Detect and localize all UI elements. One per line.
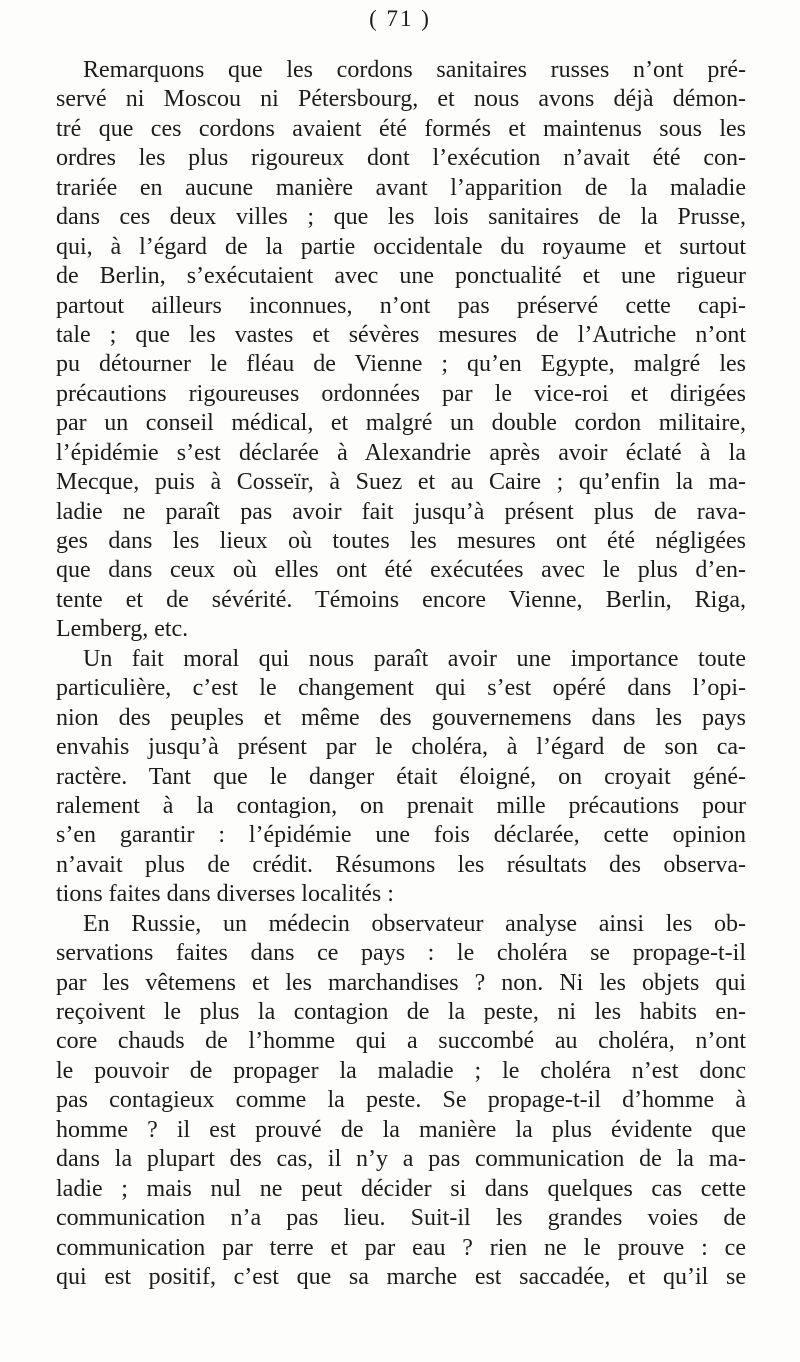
text-line: reçoivent le plus la contagion de la peste, ni les habits en- bbox=[56, 999, 746, 1025]
text-line: Un fait moral qui nous paraît avoir une importance toute bbox=[83, 645, 746, 672]
text-line: ges dans les lieux où toutes les mesures ont été négligées bbox=[56, 528, 746, 554]
text-line: core chauds de l’homme qui a succombé au choléra, n’ont bbox=[56, 1028, 746, 1055]
text-line: particulière, c’est le changement qui s’est opéré dans l’opi- bbox=[56, 675, 746, 702]
text-line: Remarquons que les cordons sanitaires russes n’ont pré- bbox=[83, 57, 746, 83]
text-line: qui est positif, c’est que sa marche est saccadée, et qu’il se bbox=[56, 1263, 746, 1290]
text-line: qui, à l’égard de la partie occidentale du royaume et surtout bbox=[56, 233, 746, 260]
text-line: que dans ceux où elles ont été exécutées avec le plus d’en- bbox=[56, 557, 746, 584]
text-line: dans la plupart des cas, il n’y a pas communication de la ma- bbox=[56, 1146, 746, 1173]
text-line: communication n’a pas lieu. Suit-il les grandes voies de bbox=[56, 1205, 746, 1232]
text-line: s’en garantir : l’épidémie une fois déclarée, cette opinion bbox=[56, 822, 746, 849]
text-line: communication par terre et par eau ? rien ne le prouve : ce bbox=[56, 1234, 746, 1261]
page-number: ( 71 ) bbox=[369, 6, 431, 31]
text-line: de Berlin, s’exécutaient avec une ponctualité et une rigueur bbox=[56, 263, 746, 290]
text-line: homme ? il est prouvé de la manière la plus évidente que bbox=[56, 1116, 746, 1143]
body-text bbox=[56, 56, 746, 1292]
text-line: dans ces deux villes ; que les lois sanitaires de la Prusse, bbox=[56, 204, 746, 231]
text-line: Lemberg, etc. bbox=[56, 616, 189, 643]
text-line: envahis jusqu’à présent par le choléra, à l’égard de son ca- bbox=[56, 734, 746, 761]
text-line: n’avait plus de crédit. Résumons les résultats des observa- bbox=[56, 851, 746, 878]
text-line: ladie ; mais nul ne peut décider si dans quelques cas cette bbox=[56, 1175, 746, 1202]
text-line: servé ni Moscou ni Pétersbourg, et nous avons déjà démon- bbox=[56, 86, 746, 113]
text-line: par un conseil médical, et malgré un double cordon militaire, bbox=[56, 410, 746, 437]
text-line: Mecque, puis à Cosseïr, à Suez et au Caire ; qu’enfin la ma- bbox=[56, 469, 746, 496]
text-line: ladie ne paraît pas avoir fait jusqu’à présent plus de rava- bbox=[56, 498, 746, 525]
text-line: ordres les plus rigoureux dont l’exécution n’avait été con- bbox=[56, 145, 746, 172]
text-line: tré que ces cordons avaient été formés et maintenus sous les bbox=[56, 115, 746, 142]
text-line: nion des peuples et même des gouvernemens dans les pays bbox=[56, 704, 746, 731]
text-line: tente et de sévérité. Témoins encore Vienne, Berlin, Riga, bbox=[56, 586, 746, 613]
text-line: précautions rigoureuses ordonnées par le vice-roi et dirigées bbox=[56, 380, 746, 407]
text-line: pu détourner le fléau de Vienne ; qu’en Egypte, malgré les bbox=[56, 351, 746, 378]
text-line: servations faites dans ce pays : le choléra se propage-t-il bbox=[56, 940, 746, 967]
text-line: partout ailleurs inconnues, n’ont pas préservé cette capi- bbox=[56, 292, 746, 319]
text-line: En Russie, un médecin observateur analyse ainsi les ob- bbox=[83, 910, 746, 937]
text-line: tions faites dans diverses localités : bbox=[56, 881, 394, 908]
text-line: pas contagieux comme la peste. Se propage-t-il d’homme à bbox=[56, 1087, 746, 1114]
text-line: par les vêtemens et les marchandises ? non. Ni les objets qui bbox=[56, 969, 746, 996]
text-line: tale ; que les vastes et sévères mesures de l’Autriche n’ont bbox=[56, 321, 746, 348]
text-line: ralement à la contagion, on prenait mille précautions pour bbox=[56, 792, 746, 819]
text-line: le pouvoir de propager la maladie ; le choléra n’est donc bbox=[56, 1057, 746, 1084]
text-line: ractère. Tant que le danger était éloigné, on croyait géné- bbox=[56, 763, 746, 790]
text-line: trariée en aucune manière avant l’apparition de la maladie bbox=[56, 174, 746, 201]
text-line: l’épidémie s’est déclarée à Alexandrie après avoir éclaté à la bbox=[56, 439, 746, 466]
